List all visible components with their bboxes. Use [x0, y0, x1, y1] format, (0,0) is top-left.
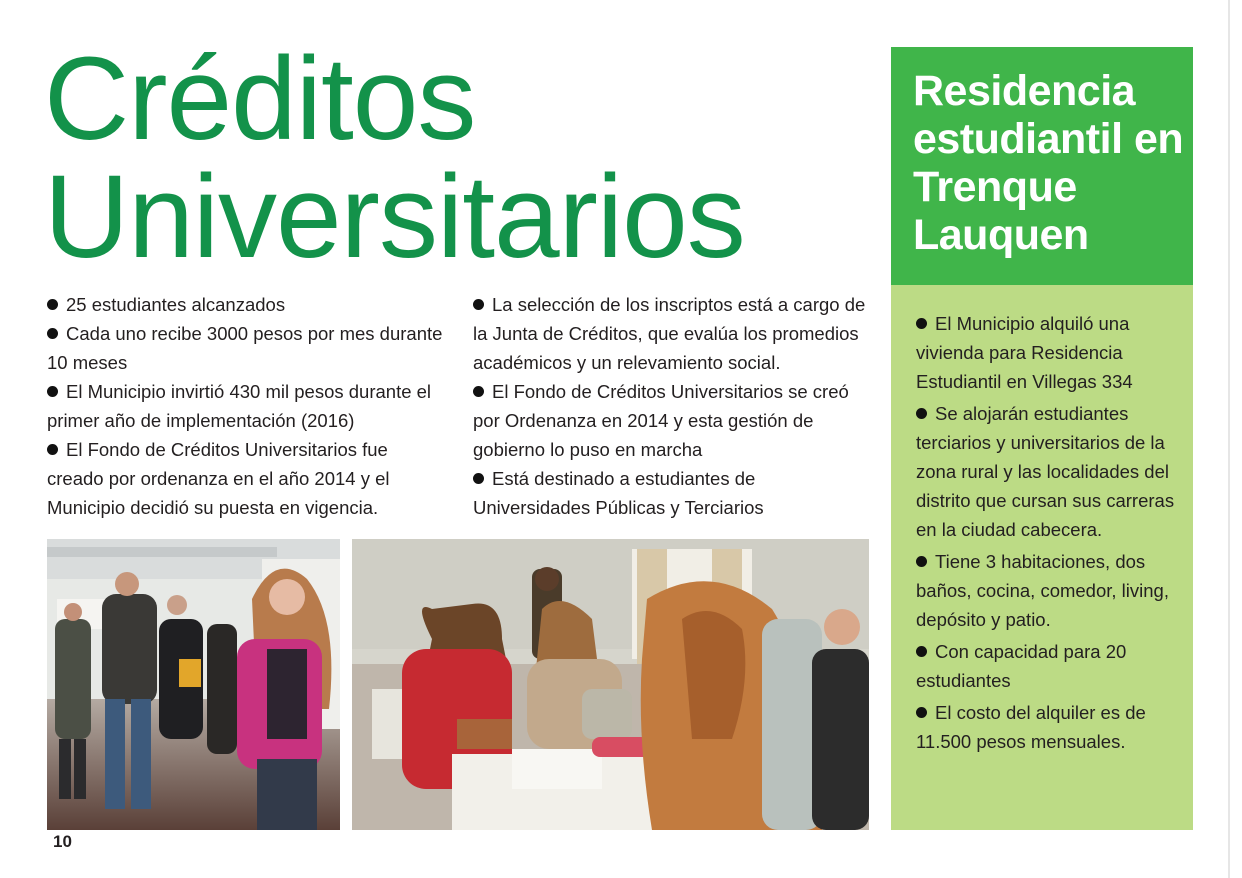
list-item: El costo del alquiler es de 11.500 pesos mensuales. [916, 702, 1146, 752]
bullet-icon [916, 556, 927, 567]
title-line-1: Créditos [44, 33, 476, 165]
title-line-2: Universitarios [44, 151, 745, 283]
bullet-icon [916, 646, 927, 657]
bullet-icon [47, 386, 58, 397]
list-item: El Fondo de Créditos Universitarios fue creado por ordenanza en el año 2014 y el Municipio decidió su puesta en vigencia. [47, 439, 390, 518]
bullet-icon [916, 408, 927, 419]
bullet-icon [916, 707, 927, 718]
photo-corridor-students [47, 539, 340, 830]
list-item: 25 estudiantes alcanzados [47, 290, 447, 319]
sidebar-header [891, 47, 1193, 285]
photo-classroom [352, 539, 869, 830]
page-number: 10 [53, 832, 72, 851]
bullet-icon [47, 444, 58, 455]
page-title [44, 33, 745, 283]
page-edge-divider [1228, 0, 1230, 878]
list-item: El Municipio invirtió 430 mil pesos durante el primer año de implementación (2016) [47, 381, 432, 431]
bullet-list-left [47, 290, 447, 522]
list-item: La selección de los inscriptos está a cargo de la Junta de Créditos, que evalúa los promedios académicos y un relevamiento social. [473, 294, 866, 373]
list-item: Se alojarán estudiantes terciarios y universitarios de la zona rural y las localidades del distrito que cursan sus carreras en la ciudad cabecera. [916, 403, 1175, 540]
bullet-icon [473, 473, 484, 484]
list-item: Con capacidad para 20 estudiantes [916, 641, 1127, 691]
bullet-icon [47, 299, 58, 310]
bullet-icon [916, 318, 927, 329]
list-item: El Municipio alquiló una vivienda para Residencia Estudiantil en Villegas 334 [916, 313, 1133, 392]
sidebar-body [891, 285, 1193, 830]
list-item: Está destinado a estudiantes de Universidades Públicas y Terciarios [473, 468, 764, 518]
sidebar-bullet-list [916, 309, 1177, 756]
bullet-icon [473, 386, 484, 397]
list-item: El Fondo de Créditos Universitarios se creó por Ordenanza en 2014 y esta gestión de gobierno lo puso en marcha [473, 381, 849, 460]
bullet-icon [47, 328, 58, 339]
bullet-icon [473, 299, 484, 310]
bullet-list-middle [473, 290, 873, 522]
sidebar-heading: Residencia estudiantil en Trenque Lauquen [913, 67, 1184, 259]
list-item: Cada uno recibe 3000 pesos por mes durante 10 meses [47, 323, 443, 373]
list-item: Tiene 3 habitaciones, dos baños, cocina, comedor, living, depósito y patio. [916, 551, 1169, 630]
